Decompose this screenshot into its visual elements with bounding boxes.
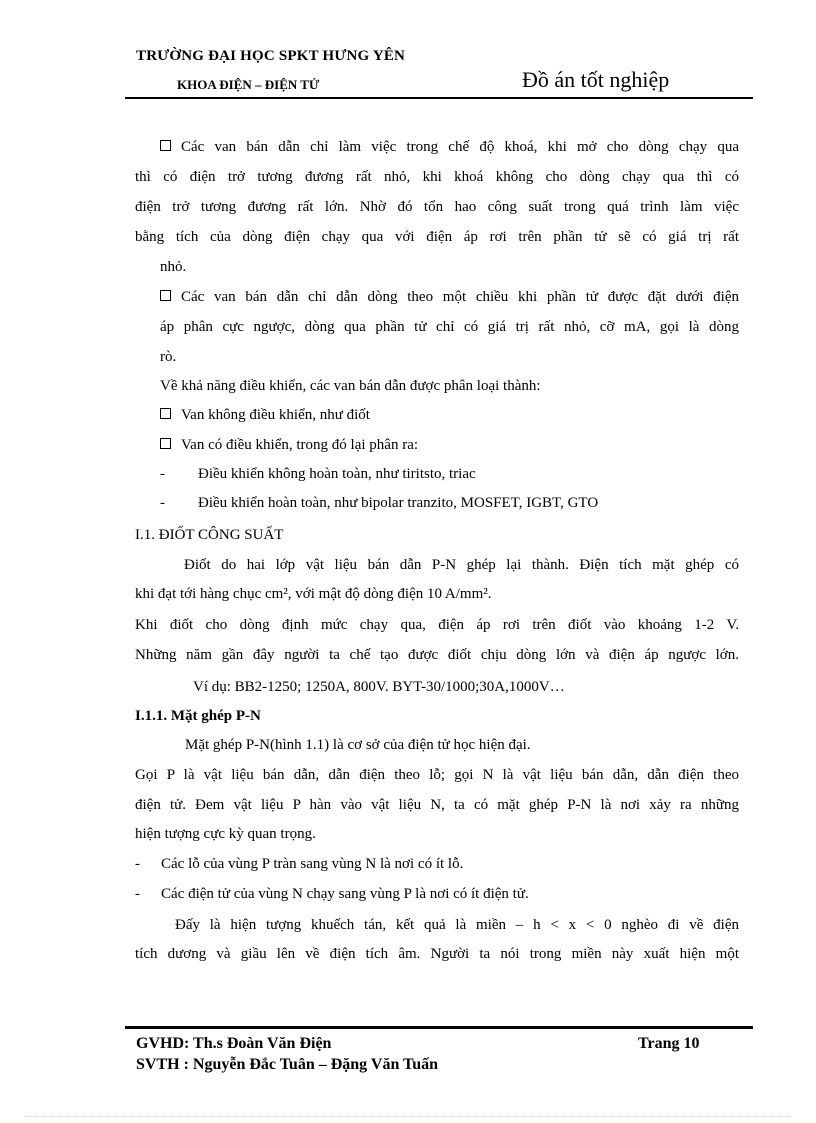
paragraph-line: Mặt ghép P-N(hình 1.1) là cơ sở của điện tử học hiện đại. [185,737,531,753]
footer-advisor: GVHD: Th.s Đoàn Văn Điện [136,1035,332,1052]
paragraph-line: khi đạt tới hàng chục cm², với mật độ dòng điện 10 A/mm². [135,586,492,602]
subsection-heading: I.1.1. Mặt ghép P-N [135,708,261,724]
paragraph-line: Các van bán dẫn chỉ dẫn dòng theo một chiều khi phần tử được đặt dưới điện [160,286,739,308]
footer-students: SVTH : Nguyễn Đắc Tuân – Đặng Văn Tuấn [136,1056,439,1073]
checkbox-bullet-icon [160,438,171,449]
paragraph-line: Khi điốt cho dòng định mức chạy qua, điện áp rơi trên điốt vào khoảng 1-2 V. [135,617,739,633]
list-item: Van không điều khiển, như điốt [160,404,370,426]
section-heading: I.1. ĐIỐT CÔNG SUẤT [135,527,284,543]
paragraph-line: rò. [160,349,177,365]
paragraph-line: nhỏ. [160,259,187,275]
list-item: Van có điều khiển, trong đó lại phân ra: [160,434,418,456]
paragraph-line: điện trở tương đương rất lớn. Nhờ đó tổn hao công suất trong quá trình làm việc [135,199,739,215]
paragraph-line: Về khả năng điều khiển, các van bán dẫn được phân loại thành: [160,378,541,394]
paragraph-line: Gọi P là vật liệu bán dẫn, dẫn điện theo lỗ; gọi N là vật liệu bán dẫn, dẫn điện theo [135,767,739,783]
header-faculty: KHOA ĐIỆN – ĐIỆN TỬ [177,77,320,92]
footer-rule [125,1026,753,1029]
list-item: - Các lỗ của vùng P tràn sang vùng N là nơi có ít lỗ. [135,856,464,872]
list-item: - Điều khiển hoàn toàn, như bipolar tranzito, MOSFET, IGBT, GTO [160,495,599,511]
header-rule [125,97,753,99]
header-document-type: Đồ án tốt nghiệp [522,67,670,92]
paragraph-line: Ví dụ: BB2-1250; 1250A, 800V. BYT-30/1000;30A,1000V… [193,679,565,695]
checkbox-bullet-icon [160,408,171,419]
header-school: TRƯỜNG ĐẠI HỌC SPKT HƯNG YÊN [136,48,406,64]
list-item: - Các điện tử của vùng N chạy sang vùng P là nơi có ít điện tử. [135,886,529,902]
checkbox-bullet-icon [160,290,171,301]
paragraph-line: điện tử. Đem vật liệu P hàn vào vật liệu N, ta có mặt ghép P-N là nơi xảy ra những [135,797,739,813]
paragraph-line: Đấy là hiện tượng khuếch tán, kết quả là miền – h < x < 0 nghèo đi về điện [175,917,739,933]
paragraph-line: thì có điện trở tương đương rất nhỏ, khi khoá không cho dòng chạy qua thì có [135,169,739,185]
paragraph-line: áp phân cực ngược, dòng qua phần tử chỉ có giá trị rất nhỏ, cỡ mA, gọi là dòng [160,319,739,335]
paragraph-line: tích dương và giầu lên về điện tích âm. Người ta nói trong miền này xuất hiện một [135,946,739,962]
paragraph-line: Các van bán dẫn chỉ làm việc trong chế độ khoá, khi mở cho dòng chạy qua [160,136,739,158]
checkbox-bullet-icon [160,140,171,151]
footer-page-number: Trang 10 [638,1035,700,1052]
list-item: - Điều khiển không hoàn toàn, như tiritsto, triac [160,466,476,482]
paragraph-line: bằng tích của dòng điện chạy qua với điện áp rơi trên phần tử sẽ có giá trị rất [135,229,739,245]
paragraph-line: Điốt do hai lớp vật liệu bán dẫn P-N ghép lại thành. Điện tích mặt ghép có [184,557,739,573]
paragraph-line: hiện tượng cực kỳ quan trọng. [135,826,316,842]
paragraph-line: Những năm gần đây người ta chế tạo được điốt chịu dòng lớn và điện áp ngược lớn. [135,647,739,663]
page-bottom-divider [24,1116,792,1117]
